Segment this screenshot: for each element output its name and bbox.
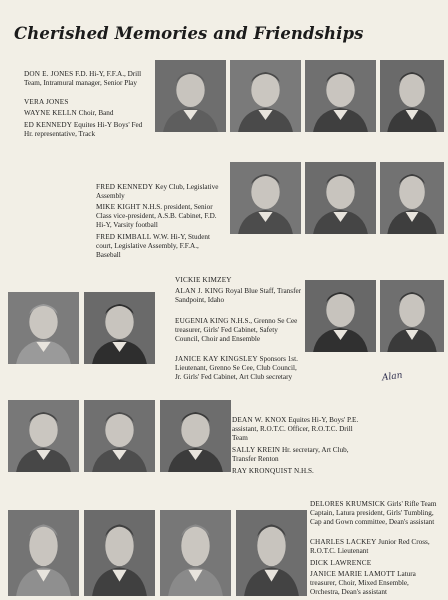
entry-name: ED KENNEDY	[24, 121, 73, 129]
entry-ray-kronquist	[232, 467, 362, 476]
handwritten-signature: Alan	[381, 370, 404, 384]
entry-sally-krein	[232, 446, 362, 464]
portrait-photo	[305, 60, 376, 132]
entry-desc: Equites Hi-Y, Boys' P.E. assistant, R.O.T.C. Officer, R.O.T.C. Drill Team	[232, 416, 359, 442]
entry-name: DEAN W. KNOX	[232, 416, 287, 424]
portrait-photo	[160, 400, 231, 472]
portrait-photo	[230, 162, 301, 234]
entry-charles-lackey	[310, 538, 438, 556]
entry-name: WAYNE KELLN	[24, 109, 77, 117]
entry-desc: N.H.S.	[293, 467, 314, 475]
portrait-photo	[8, 510, 79, 596]
portrait-photo	[84, 292, 155, 364]
entry-desc: W.W. Hi-Y, Student court, Legislative Assembly, F.F.A., Baseball	[96, 233, 211, 259]
entry-name: DON E. JONES	[24, 70, 74, 78]
portrait-photo	[160, 510, 231, 596]
entry-desc: Junior Red Cross, R.O.T.C. Lieutenant	[310, 538, 430, 555]
entry-desc: Royal Blue Staff, Transfer Sandpoint, Idaho	[175, 287, 302, 304]
entry-name: ALAN J. KING	[175, 287, 224, 295]
entry-desc: N.H.S. president, Senior Class vice-president, A.S.B. Cabinet, F.D. Hi-Y, Varsity football	[96, 203, 217, 229]
entry-alan-king	[175, 287, 305, 305]
portrait-photo	[305, 280, 376, 352]
entry-name: DICK LAWRENCE	[310, 559, 372, 567]
entry-desc: Hr. secretary, Art Club, Transfer Renton	[232, 446, 349, 463]
entry-desc: Key Club, Legislative Assembly	[96, 183, 219, 200]
portrait-photo	[230, 60, 301, 132]
portrait-photo	[380, 60, 444, 132]
entry-dean-knox	[232, 416, 362, 443]
entry-desc: N.H.S., Grenno Se Cee treasurer, Girls' Fed Cabinet, Safety Council, Choir and Ensemble	[175, 317, 298, 343]
entry-desc: Equites Hi-Y Boys' Fed Hr. representative, Track	[24, 121, 143, 138]
entry-don-jones	[24, 70, 152, 88]
entry-name: CHARLES LACKEY	[310, 538, 377, 546]
entry-name: DELORES KRUMSICK	[310, 500, 386, 508]
entry-name: VICKIE KIMZEY	[175, 276, 232, 284]
portrait-photo	[305, 162, 376, 234]
entry-desc: Girls' Rifle Team Captain, Latura president, Girls' Tumbling, Cap and Gown committee, Dean's assistant	[310, 500, 437, 526]
entry-name: EUGENIA KING	[175, 317, 229, 325]
entry-name: JANICE KAY KINGSLEY	[175, 355, 258, 363]
entry-name: FRED KIMBALL	[96, 233, 152, 241]
entry-wayne-kelln	[24, 109, 152, 118]
portrait-photo	[84, 400, 155, 472]
page-title: Cherished Memories and Friendships	[14, 24, 364, 43]
entry-name: VERA JONES	[24, 98, 69, 106]
entry-desc: Choir, Band	[78, 109, 114, 117]
entry-desc: F.D. Hi-Y, F.F.A., Drill Team, Intramural manager, Senior Play	[24, 70, 142, 87]
entry-name: SALLY KREIN	[232, 446, 281, 454]
entry-ed-kennedy	[24, 121, 152, 139]
entry-eugenia-king	[175, 317, 303, 344]
entry-name: FRED KENNEDY	[96, 183, 154, 191]
entry-name: RAY KRONQUIST	[232, 467, 293, 475]
entry-name: MIKE KIGHT	[96, 203, 141, 211]
portrait-photo	[380, 280, 444, 352]
entry-name: JANICE MARIE LAMOTT	[310, 570, 396, 578]
entry-fred-kimball	[96, 233, 224, 260]
entry-desc: Sponsors 1st. Lieutenant, Grenno Se Cee, Club Council, Jr. Girls' Fed Cabinet, Art Club secretary	[175, 355, 298, 381]
entry-janice-kingsley	[175, 355, 303, 382]
entry-fred-kennedy	[96, 183, 224, 201]
entry-janice-lamott	[310, 570, 438, 597]
portrait-photo	[155, 60, 226, 132]
entry-desc: Latura treasurer, Choir, Mixed Ensemble, Orchestra, Dean's assistant	[310, 570, 416, 596]
entry-delores-krumsick	[310, 500, 438, 527]
portrait-photo	[8, 292, 79, 364]
entry-vickie-kimzey	[175, 276, 305, 285]
entry-vera-jones	[24, 98, 152, 107]
portrait-photo	[8, 400, 79, 472]
portrait-photo	[84, 510, 155, 596]
portrait-photo	[236, 510, 307, 596]
entry-dick-lawrence	[310, 559, 438, 568]
portrait-photo	[380, 162, 444, 234]
entry-mike-kight	[96, 203, 224, 230]
